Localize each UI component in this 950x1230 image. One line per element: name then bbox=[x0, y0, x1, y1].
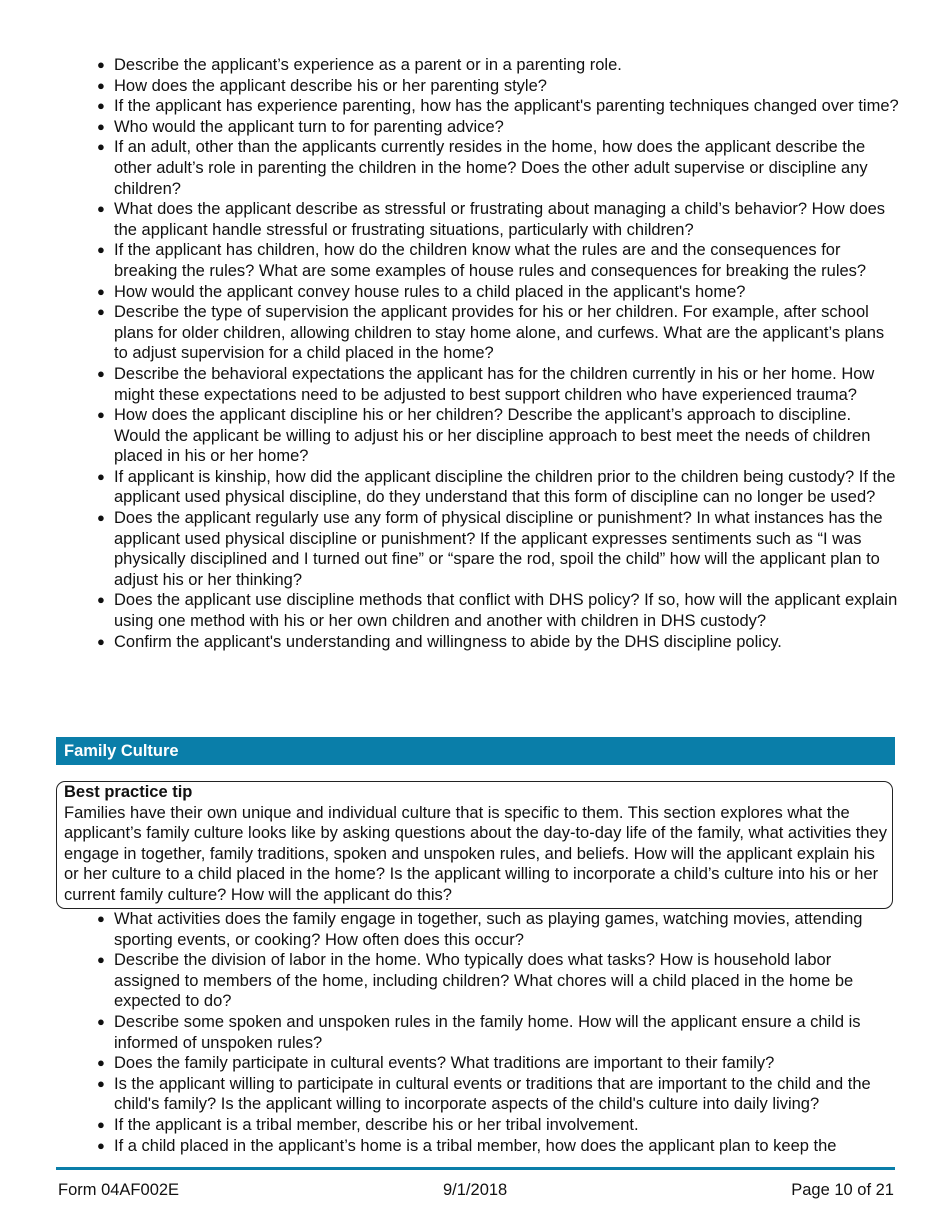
question-text: Does the applicant use discipline methods that conflict with DHS policy? If so, how will the applicant explain using one method with his or her own children and another with children in DHS custody? bbox=[114, 591, 898, 631]
list-item bbox=[95, 1136, 900, 1157]
question-text: Describe some spoken and unspoken rules in the family home. How will the applicant ensure a child is informed of unspoken rules? bbox=[114, 1012, 861, 1052]
bullet-icon: ● bbox=[97, 633, 105, 649]
question-text: How does the applicant describe his or her parenting style? bbox=[114, 76, 547, 95]
list-item bbox=[95, 76, 900, 97]
question-text: Confirm the applicant's understanding and willingness to abide by the DHS discipline policy. bbox=[114, 632, 782, 651]
tip-title: Best practice tip bbox=[64, 783, 193, 801]
footer-page-number: Page 10 of 21 bbox=[791, 1181, 894, 1199]
list-item bbox=[95, 1074, 900, 1115]
list-item bbox=[95, 199, 900, 240]
bullet-icon: ● bbox=[97, 1075, 105, 1091]
list-item bbox=[95, 282, 900, 303]
best-practice-tip-box bbox=[56, 781, 893, 909]
bullet-icon: ● bbox=[97, 911, 105, 926]
section-title: Family Culture bbox=[64, 742, 179, 760]
bullet-icon: ● bbox=[97, 952, 105, 968]
list-item bbox=[95, 405, 900, 467]
question-text: If the applicant has children, how do the children know what the rules are and the consequences for breaking the rules? What are some examples of house rules and consequences for breaking the rules? bbox=[114, 241, 867, 280]
footer-date: 9/1/2018 bbox=[443, 1181, 508, 1199]
list-item bbox=[95, 1053, 900, 1074]
bullet-icon: ● bbox=[97, 283, 105, 299]
bullet-icon: ● bbox=[97, 201, 105, 217]
list-item bbox=[95, 590, 900, 631]
list-item bbox=[95, 1012, 900, 1053]
list-item bbox=[95, 1115, 900, 1136]
list-item bbox=[95, 117, 900, 138]
bullet-icon: ● bbox=[97, 242, 105, 258]
bullet-icon: ● bbox=[97, 98, 105, 114]
question-text: If an adult, other than the applicants currently resides in the home, how does the applicant describe the other adult’s role in parenting the children in the home? Does the other adult supervise or discipline any children? bbox=[114, 138, 868, 198]
bullet-icon: ● bbox=[97, 468, 105, 484]
footer-divider bbox=[56, 1167, 895, 1170]
bullet-icon: ● bbox=[97, 77, 105, 93]
list-item bbox=[95, 508, 900, 590]
bullet-icon: ● bbox=[97, 1137, 105, 1153]
bullet-icon: ● bbox=[97, 139, 105, 155]
bullet-icon: ● bbox=[97, 57, 105, 72]
bullet-icon: ● bbox=[97, 118, 105, 134]
question-text: If the applicant is a tribal member, describe his or her tribal involvement. bbox=[114, 1115, 639, 1134]
tip-body: Families have their own unique and individual culture that is specific to them. This section explores what the applicant’s family culture looks like by asking questions about the day-to-day life of the family, what activities they engage in together, family traditions, spoken and unspoken rules, and beliefs. How will the applicant explain his or her culture to a child placed in the home? Is the applicant willing to incorporate a child’s culture into his or her current family culture? How will the applicant do this? bbox=[64, 803, 887, 904]
question-text: If a child placed in the applicant’s home is a tribal member, how does the applicant plan to keep the bbox=[114, 1136, 837, 1155]
list-item bbox=[95, 137, 900, 199]
list-item bbox=[95, 364, 900, 405]
bullet-icon: ● bbox=[97, 1013, 105, 1029]
bullet-icon: ● bbox=[97, 407, 105, 423]
question-text: What does the applicant describe as stressful or frustrating about managing a child’s behavior? How does the applicant handle stressful or frustrating situations, particularly with children? bbox=[114, 200, 886, 239]
bullet-icon: ● bbox=[97, 365, 105, 381]
list-item bbox=[95, 909, 900, 950]
bullet-icon: ● bbox=[97, 1116, 105, 1132]
question-text: Describe the division of labor in the home. Who typically does what tasks? How is household labor assigned to members of the home, including children? What chores will a child placed in the home be expected to do? bbox=[114, 951, 854, 1011]
list-item bbox=[95, 96, 900, 117]
bullet-icon: ● bbox=[97, 304, 105, 320]
footer-form-number: Form 04AF002E bbox=[58, 1181, 180, 1199]
question-text: Describe the behavioral expectations the applicant has for the children currently in his or her home. How might these expectations need to be adjusted to best support children who have experienced trauma? bbox=[114, 364, 875, 404]
list-item bbox=[95, 632, 900, 653]
question-text: How does the applicant discipline his or her children? Describe the applicant’s approach to discipline. Would the applicant be willing to adjust his or her discipline approach to best meet the needs of children placed in his or her home? bbox=[114, 406, 871, 466]
question-list-parenting bbox=[95, 55, 900, 652]
question-text: Who would the applicant turn to for parenting advice? bbox=[114, 117, 504, 136]
bullet-icon: ● bbox=[97, 510, 105, 526]
question-text: How would the applicant convey house rules to a child placed in the applicant's home? bbox=[114, 282, 746, 301]
list-item bbox=[95, 302, 900, 364]
bullet-icon: ● bbox=[97, 1055, 105, 1071]
question-text: What activities does the family engage in together, such as playing games, watching movies, attending sporting events, or cooking? How often does this occur? bbox=[114, 910, 863, 949]
question-text: Does the family participate in cultural events? What traditions are important to their family? bbox=[114, 1054, 775, 1073]
question-text: If applicant is kinship, how did the applicant discipline the children prior to the children being custody? If the applicant used physical discipline, do they understand that this form of discipline can no longer be used? bbox=[114, 467, 896, 507]
question-text: Is the applicant willing to participate in cultural events or traditions that are important to the child and the child's family? Is the applicant willing to incorporate aspects of the child's culture into daily living? bbox=[114, 1074, 871, 1114]
question-text: Describe the applicant’s experience as a parent or in a parenting role. bbox=[114, 56, 622, 74]
section-header-family-culture bbox=[56, 737, 895, 765]
bullet-icon: ● bbox=[97, 592, 105, 608]
question-text: Does the applicant regularly use any form of physical discipline or punishment? In what instances has the applicant used physical discipline or punishment? If the applicant expresses sentiments such as “I was physically disciplined and I turned out fine” or “spare the rod, spoil the child” how will the applicant plan to adjust his or her thinking? bbox=[114, 509, 883, 589]
question-text: If the applicant has experience parenting, how has the applicant's parenting techniques changed over time? bbox=[114, 97, 899, 116]
list-item bbox=[95, 950, 900, 1012]
list-item bbox=[95, 240, 900, 281]
question-text: Describe the type of supervision the applicant provides for his or her children. For example, after school plans for older children, allowing children to stay home alone, and curfews. What are the applicant’s plans to adjust supervision for a child placed in the home? bbox=[114, 303, 885, 363]
list-item bbox=[95, 55, 900, 76]
question-list-family-culture bbox=[95, 909, 900, 1156]
list-item bbox=[95, 467, 900, 508]
